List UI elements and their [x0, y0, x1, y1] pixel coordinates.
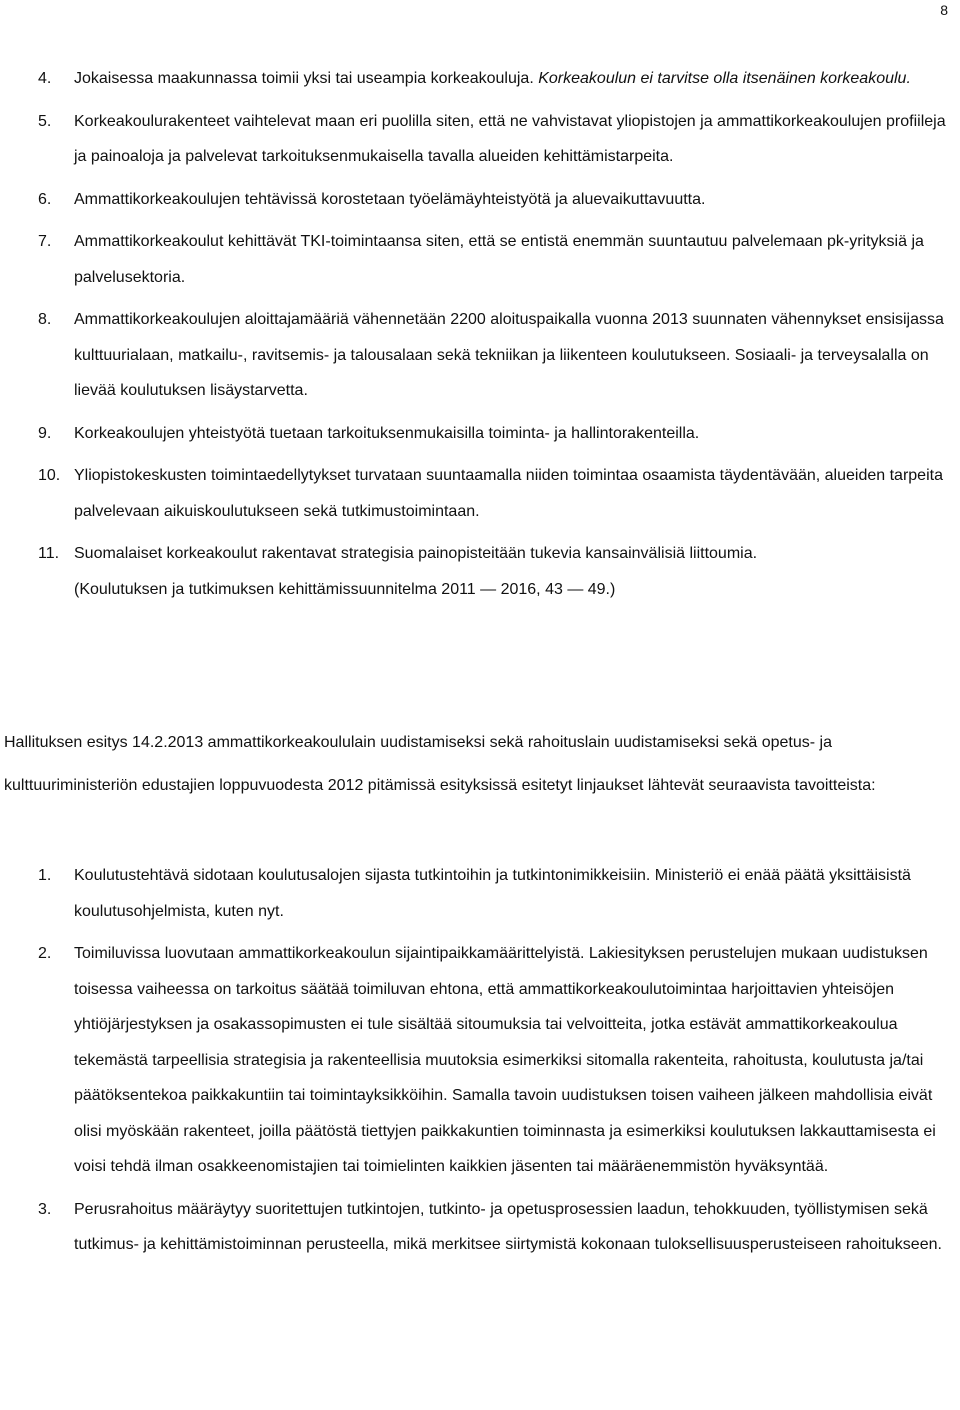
list-item-number: 4. [38, 70, 52, 87]
source-citation: (Koulutuksen ja tutkimuksen kehittämissuunnitelma 2011 — 2016, 43 — 49.) [74, 580, 616, 598]
list-item-text: Ammattikorkeakoulujen tehtävissä korostetaan työelämäyhteistyötä ja aluevaikuttavuutta. [74, 190, 706, 208]
list-item-text: Toimiluvissa luovutaan ammattikorkeakoulun sijaintipaikkamäärittelyistä. Lakiesityksen perustelujen mukaan uudistuksen toisessa vaiheessa on tarkoitus säätää toimiluvan ehtona, että ammattikorkeakoulutoimintaa harjoittavien yhteisöjen yhtiöjärjestyksen ja osakassopimusten ei tule sisältää sitoumuksia tai velvoitteita, jotka estävät ammattikorkeakoulua tekemästä tarpeellisia strategisia ja rakenteellisia muutoksia esimerkiksi sitomalla rakenteita, rahoitusta, koulutusta ja/tai päätöksentekoa paikkakuntiin tai toimintayksikköihin. Samalla tavoin uudistuksen toisen vaiheen jälkeen mahdollisia eivät olisi myöskään rakenteet, joilla päätöstä tiettyjen paikkakuntien toiminnasta ja esimerkiksi koulutuksen lakkauttamisesta ei voisi tehdä ilman osakkeenomistajien tai toimielinten kaikkien jäsenten tai määräenemmistön hyväksyntää. [74, 945, 936, 1175]
list-item [38, 104, 958, 175]
list-item [38, 1192, 958, 1263]
list-item-text: Suomalaiset korkeakoulut rakentavat strategisia painopisteitään tukevia kansainvälisiä liittoumia. [74, 545, 758, 562]
list-item [38, 458, 958, 529]
list-item-italic-text: Korkeakoulun ei tarvitse olla itsenäinen korkeakoulu. [538, 70, 911, 87]
list-item-text: Ammattikorkeakoulujen aloittajamääriä vähennetään 2200 aloituspaikalla vuonna 2013 suunnaten vähennykset ensisijassa kulttuurialaan, matkailu-, ravitsemis- ja talousalaan sekä tekniikan ja liikenteen koulutukseen. Sosiaali- ja terveysalalla on lievää koulutuksen lisäystarvetta. [74, 311, 944, 399]
list-item [38, 416, 958, 452]
list-item [38, 224, 958, 295]
list-item-number: 1. [38, 867, 52, 884]
list-item [38, 936, 958, 1185]
intro-paragraph: Hallituksen esitys 14.2.2013 ammattikorkeakoululain uudistamiseksi sekä rahoituslain uudistamiseksi sekä opetus- ja kulttuuriministeriön edustajien loppuvuodesta 2012 pitämissä esityksissä esitetyt linjaukset lähtevät seuraavista tavoitteista: [4, 734, 876, 794]
list-item [38, 302, 958, 409]
page-number: 8 [940, 2, 948, 18]
list-item-number: 10. [38, 467, 61, 484]
list-item [38, 182, 958, 218]
list-item-number: 6. [38, 190, 52, 208]
list-item-number: 7. [38, 233, 52, 250]
list-item-text: Jokaisessa maakunnassa toimii yksi tai useampia korkeakouluja. [74, 70, 539, 87]
list-item-text: Korkeakoulujen yhteistyötä tuetaan tarkoituksenmukaisilla toiminta- ja hallintorakenteilla. [74, 424, 700, 442]
list-item-number: 2. [38, 945, 52, 962]
list-item [38, 61, 958, 97]
list-item-number: 5. [38, 112, 52, 130]
list-item-number: 11. [38, 545, 60, 562]
list-item-text: Korkeakoulurakenteet vaihtelevat maan eri puolilla siten, että ne vahvistavat yliopistojen ja ammattikorkeakoulujen profiileja ja painoaloja ja palvelevat tarkoituksenmukaisella tavalla alueiden kehittämistarpeita. [74, 112, 946, 165]
list-item-number: 3. [38, 1200, 52, 1218]
list-item-text: Koulutustehtävä sidotaan koulutusalojen sijasta tutkintoihin ja tutkintonimikkeisiin. Ministeriö ei enää päätä yksittäisistä koulutusohjelmista, kuten nyt. [74, 867, 911, 920]
list-item [38, 858, 958, 929]
list-item-text: Yliopistokeskusten toimintaedellytykset turvataan suuntaamalla niiden toimintaa osaamista täydentävään, alueiden tarpeita palvelevaan aikuiskoulutukseen sekä tutkimustoimintaan. [74, 467, 943, 520]
goals-list-government-proposal [38, 858, 958, 1270]
list-item-number: 9. [38, 424, 52, 442]
list-item-text: Ammattikorkeakoulut kehittävät TKI-toimintaansa siten, että se entistä enemmän suuntautuu palvelemaan pk-yrityksiä ja palvelusektoria. [74, 233, 924, 286]
goals-list-higher-education [38, 61, 958, 614]
list-item-number: 8. [38, 311, 52, 328]
list-item [38, 536, 958, 607]
list-item-text: Perusrahoitus määräytyy suoritettujen tutkintojen, tutkinto- ja opetusprosessien laadun, tehokkuuden, työllistymisen sekä tutkimus- ja kehittämistoiminnan perusteella, mikä merkitsee siirtymistä kokonaan tuloksellisuusperusteiseen rahoitukseen. [74, 1200, 942, 1253]
